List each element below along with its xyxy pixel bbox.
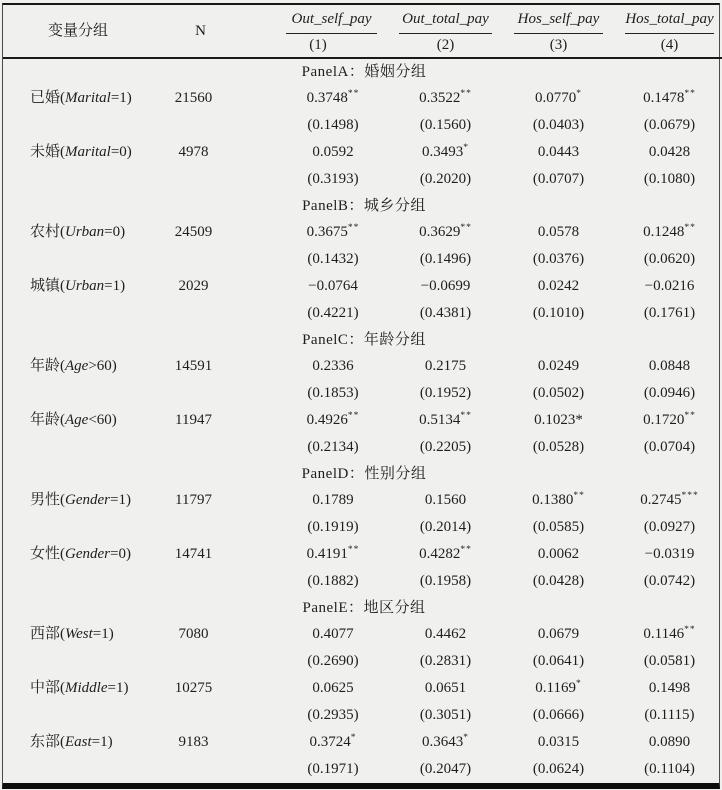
coefficient-cell: 0.0315 xyxy=(537,734,580,750)
standard-error-cell: (0.0704) xyxy=(643,439,696,455)
column-header-variable-group: 变量分组 xyxy=(3,5,153,58)
row-variable-name: Age xyxy=(65,358,89,374)
coefficient-cell: 0.0848 xyxy=(648,358,691,374)
standard-error-row xyxy=(3,434,722,461)
empty-label-cell xyxy=(3,246,153,273)
empty-n-cell xyxy=(153,514,248,541)
significance-stars: ** xyxy=(684,223,696,233)
coefficient-cell: 0.1720** xyxy=(643,411,696,428)
coefficient-row xyxy=(3,729,722,756)
coefficient-cell: 0.0592 xyxy=(312,144,354,160)
standard-error-cell: (0.2134) xyxy=(307,439,359,455)
coefficient-cell: −0.0699 xyxy=(420,278,471,294)
empty-label-cell xyxy=(3,756,153,783)
coefficient-cell: 0.3643* xyxy=(422,733,469,750)
standard-error-cell: (0.0528) xyxy=(532,439,585,455)
standard-error-cell: (0.1952) xyxy=(419,385,472,401)
row-label: 农村(Urban=0) xyxy=(30,224,126,240)
standard-error-row xyxy=(3,648,722,675)
coefficient-row xyxy=(3,541,722,568)
significance-stars: ** xyxy=(573,491,585,501)
row-label: 未婚(Marital=0) xyxy=(30,144,132,160)
coefficient-cell: 0.1380** xyxy=(532,491,585,508)
standard-error-row xyxy=(3,380,722,407)
coefficient-cell: −0.0764 xyxy=(308,278,358,294)
empty-label-cell xyxy=(3,514,153,541)
standard-error-row xyxy=(3,246,722,273)
coefficient-cell: 0.0242 xyxy=(537,278,580,294)
n-value: 21560 xyxy=(174,90,213,106)
row-label: 城镇(Urban=1) xyxy=(30,278,126,294)
n-value: 9183 xyxy=(178,734,209,750)
coefficient-cell: 0.4191** xyxy=(306,545,360,562)
row-label: 年龄(Age>60) xyxy=(30,358,117,374)
standard-error-cell: (0.0585) xyxy=(532,519,585,535)
standard-error-cell: (0.1882) xyxy=(307,573,359,589)
empty-label-cell xyxy=(3,568,153,595)
coefficient-cell: 0.1478** xyxy=(643,89,696,106)
empty-n-cell xyxy=(153,434,248,461)
standard-error-row xyxy=(3,300,722,327)
panel-header-row xyxy=(3,461,722,487)
coefficient-row xyxy=(3,407,722,434)
standard-error-cell: (0.1080) xyxy=(643,171,696,187)
column-number-2: (2) xyxy=(388,34,503,58)
coefficient-cell: 0.2175 xyxy=(424,358,467,374)
standard-error-cell: (0.0502) xyxy=(532,385,585,401)
panel-title: PanelD：性别分组 xyxy=(301,465,427,482)
standard-error-cell: (0.0707) xyxy=(532,171,585,187)
coefficient-cell: 0.1169* xyxy=(535,679,582,696)
empty-label-cell xyxy=(3,648,153,675)
significance-stars: ** xyxy=(684,411,696,421)
significance-stars: *** xyxy=(681,491,699,501)
coefficient-cell: 0.0679 xyxy=(537,626,580,642)
coefficient-cell: 0.2745*** xyxy=(640,491,699,508)
standard-error-row xyxy=(3,702,722,729)
standard-error-cell: (0.3193) xyxy=(307,171,359,187)
row-variable-name: Marital xyxy=(65,144,111,160)
significance-stars: ** xyxy=(684,89,696,99)
column-header-hos-total-pay: Hos_total_pay xyxy=(614,5,722,34)
column-header-n: N xyxy=(153,5,248,58)
row-variable-name: Urban xyxy=(65,224,105,240)
row-variable-name: Age xyxy=(65,412,89,428)
standard-error-cell: (0.0927) xyxy=(643,519,696,535)
coefficient-cell: 0.1789 xyxy=(312,492,354,508)
column-number-1: (1) xyxy=(248,34,388,58)
empty-n-cell xyxy=(153,648,248,675)
n-value: 14591 xyxy=(174,358,213,374)
column-number-3: (3) xyxy=(503,34,614,58)
n-value: 14741 xyxy=(174,546,213,562)
coefficient-row xyxy=(3,273,722,300)
coefficient-cell: 0.3629** xyxy=(419,223,472,240)
standard-error-cell: (0.1432) xyxy=(307,251,359,267)
panel-header-row xyxy=(3,595,722,621)
empty-n-cell xyxy=(153,166,248,193)
standard-error-cell: (0.2014) xyxy=(419,519,472,535)
table-frame xyxy=(2,3,720,789)
n-value: 24509 xyxy=(174,224,213,240)
standard-error-cell: (0.0620) xyxy=(643,251,696,267)
panel-title: PanelA：婚姻分组 xyxy=(301,63,427,80)
significance-stars: * xyxy=(463,143,469,153)
standard-error-cell: (0.1560) xyxy=(419,117,472,133)
n-value: 10275 xyxy=(174,680,213,696)
n-value: 11797 xyxy=(175,492,212,508)
panel-header-row xyxy=(3,193,722,219)
significance-stars: * xyxy=(463,733,469,743)
standard-error-cell: (0.1853) xyxy=(307,385,359,401)
coefficient-cell: 0.1560 xyxy=(424,492,467,508)
empty-n-cell xyxy=(153,300,248,327)
coefficient-cell: 0.4462 xyxy=(424,626,467,642)
coefficient-cell: 0.1023* xyxy=(534,412,583,428)
standard-error-cell: (0.3051) xyxy=(419,707,472,723)
standard-error-cell: (0.1958) xyxy=(419,573,472,589)
coefficient-cell: 0.0625 xyxy=(312,680,354,696)
coefficient-cell: 0.0578 xyxy=(537,224,580,240)
empty-n-cell xyxy=(153,568,248,595)
coefficient-cell: 0.5134** xyxy=(419,411,472,428)
standard-error-cell: (0.1010) xyxy=(532,305,585,321)
panel-title: PanelE：地区分组 xyxy=(302,599,426,616)
empty-label-cell xyxy=(3,166,153,193)
row-variable-name: Marital xyxy=(65,90,111,106)
standard-error-cell: (0.2831) xyxy=(419,653,472,669)
significance-stars: ** xyxy=(460,89,472,99)
empty-label-cell xyxy=(3,300,153,327)
standard-error-cell: (0.2935) xyxy=(307,707,359,723)
standard-error-cell: (0.2205) xyxy=(419,439,472,455)
standard-error-cell: (0.1115) xyxy=(644,707,695,723)
column-header-hos-self-pay: Hos_self_pay xyxy=(503,5,614,34)
standard-error-cell: (0.4381) xyxy=(419,305,472,321)
coefficient-row xyxy=(3,139,722,166)
coefficient-cell: 0.3724* xyxy=(309,733,357,750)
coefficient-cell: 0.3748** xyxy=(306,89,360,106)
empty-label-cell xyxy=(3,702,153,729)
empty-label-cell xyxy=(3,380,153,407)
standard-error-cell: (0.0624) xyxy=(532,761,585,777)
significance-stars: ** xyxy=(684,625,696,635)
row-label: 西部(West=1) xyxy=(30,626,114,642)
coefficient-cell: 0.0428 xyxy=(648,144,691,160)
column-header-out-total-pay: Out_total_pay xyxy=(388,5,503,34)
row-label: 已婚(Marital=1) xyxy=(30,90,132,106)
coefficient-cell: 0.4077 xyxy=(312,626,354,642)
coefficient-cell: 0.4926** xyxy=(306,411,360,428)
panel-title: PanelC：年龄分组 xyxy=(302,331,426,348)
coefficient-cell: 0.0890 xyxy=(648,734,691,750)
standard-error-cell: (0.1104) xyxy=(644,761,695,777)
coefficient-cell: 0.0651 xyxy=(424,680,467,696)
column-header-out-self-pay: Out_self_pay xyxy=(248,5,388,34)
n-value: 2029 xyxy=(178,278,209,294)
standard-error-cell: (0.1498) xyxy=(307,117,359,133)
standard-error-cell: (0.0946) xyxy=(643,385,696,401)
standard-error-cell: (0.0641) xyxy=(532,653,585,669)
standard-error-cell: (0.1761) xyxy=(643,305,696,321)
significance-stars: ** xyxy=(460,545,472,555)
standard-error-cell: (0.0742) xyxy=(643,573,696,589)
standard-error-row xyxy=(3,112,722,139)
row-variable-name: West xyxy=(65,626,93,642)
standard-error-cell: (0.0581) xyxy=(643,653,696,669)
row-label: 年龄(Age<60) xyxy=(30,412,117,428)
coefficient-cell: 0.3522** xyxy=(419,89,472,106)
standard-error-cell: (0.1919) xyxy=(307,519,359,535)
standard-error-cell: (0.2690) xyxy=(307,653,359,669)
n-value: 7080 xyxy=(178,626,209,642)
column-number-4: (4) xyxy=(614,34,722,58)
table-body xyxy=(3,58,722,783)
row-variable-name: Gender xyxy=(65,546,110,562)
standard-error-cell: (0.2020) xyxy=(419,171,472,187)
empty-label-cell xyxy=(3,434,153,461)
significance-stars: ** xyxy=(347,89,360,99)
coefficient-row xyxy=(3,353,722,380)
significance-stars: * xyxy=(350,733,357,743)
significance-stars: ** xyxy=(347,223,360,233)
coefficient-cell: 0.2336 xyxy=(312,358,354,374)
coefficient-cell: 0.0770* xyxy=(535,89,582,106)
significance-stars: ** xyxy=(460,411,472,421)
panel-header-row xyxy=(3,327,722,353)
standard-error-cell: (0.0679) xyxy=(643,117,696,133)
standard-error-cell: (0.0428) xyxy=(532,573,585,589)
empty-n-cell xyxy=(153,702,248,729)
standard-error-cell: (0.4221) xyxy=(307,305,359,321)
coefficient-row xyxy=(3,85,722,112)
row-variable-name: Gender xyxy=(65,492,110,508)
row-variable-name: Middle xyxy=(65,680,108,696)
regression-results-table xyxy=(3,5,722,783)
significance-stars: ** xyxy=(460,223,472,233)
coefficient-cell: −0.0319 xyxy=(644,546,695,562)
coefficient-cell: 0.1146** xyxy=(643,625,696,642)
coefficient-cell: 0.1498 xyxy=(648,680,691,696)
row-label: 中部(Middle=1) xyxy=(30,680,129,696)
coefficient-row xyxy=(3,487,722,514)
empty-n-cell xyxy=(153,756,248,783)
standard-error-row xyxy=(3,166,722,193)
standard-error-cell: (0.0376) xyxy=(532,251,585,267)
n-value: 11947 xyxy=(175,412,212,428)
significance-stars: ** xyxy=(347,411,360,421)
n-value: 4978 xyxy=(178,144,209,160)
row-variable-name: Urban xyxy=(65,278,105,294)
standard-error-cell: (0.2047) xyxy=(419,761,472,777)
coefficient-cell: 0.4282** xyxy=(419,545,472,562)
coefficient-cell: 0.1248** xyxy=(643,223,696,240)
coefficient-cell: 0.0249 xyxy=(537,358,580,374)
empty-n-cell xyxy=(153,112,248,139)
coefficient-row xyxy=(3,219,722,246)
panel-header-row xyxy=(3,58,722,85)
coefficient-row xyxy=(3,675,722,702)
row-variable-name: East xyxy=(65,734,92,750)
coefficient-cell: −0.0216 xyxy=(644,278,695,294)
standard-error-row xyxy=(3,514,722,541)
coefficient-row xyxy=(3,621,722,648)
row-label: 男性(Gender=1) xyxy=(30,492,131,508)
empty-n-cell xyxy=(153,246,248,273)
row-label: 女性(Gender=0) xyxy=(30,546,131,562)
standard-error-cell: (0.1496) xyxy=(419,251,472,267)
empty-label-cell xyxy=(3,112,153,139)
significance-stars: * xyxy=(575,679,582,689)
coefficient-cell: 0.3675** xyxy=(306,223,360,240)
panel-title: PanelB：城乡分组 xyxy=(302,197,426,214)
standard-error-row xyxy=(3,756,722,783)
standard-error-cell: (0.1971) xyxy=(307,761,359,777)
standard-error-row xyxy=(3,568,722,595)
coefficient-cell: 0.3493* xyxy=(422,143,469,160)
coefficient-cell: 0.0443 xyxy=(537,144,580,160)
empty-n-cell xyxy=(153,380,248,407)
row-label: 东部(East=1) xyxy=(30,734,113,750)
standard-error-cell: (0.0666) xyxy=(532,707,585,723)
significance-stars: ** xyxy=(347,545,360,555)
coefficient-cell: 0.0062 xyxy=(537,546,580,562)
standard-error-cell: (0.0403) xyxy=(532,117,585,133)
significance-stars: * xyxy=(576,89,582,99)
